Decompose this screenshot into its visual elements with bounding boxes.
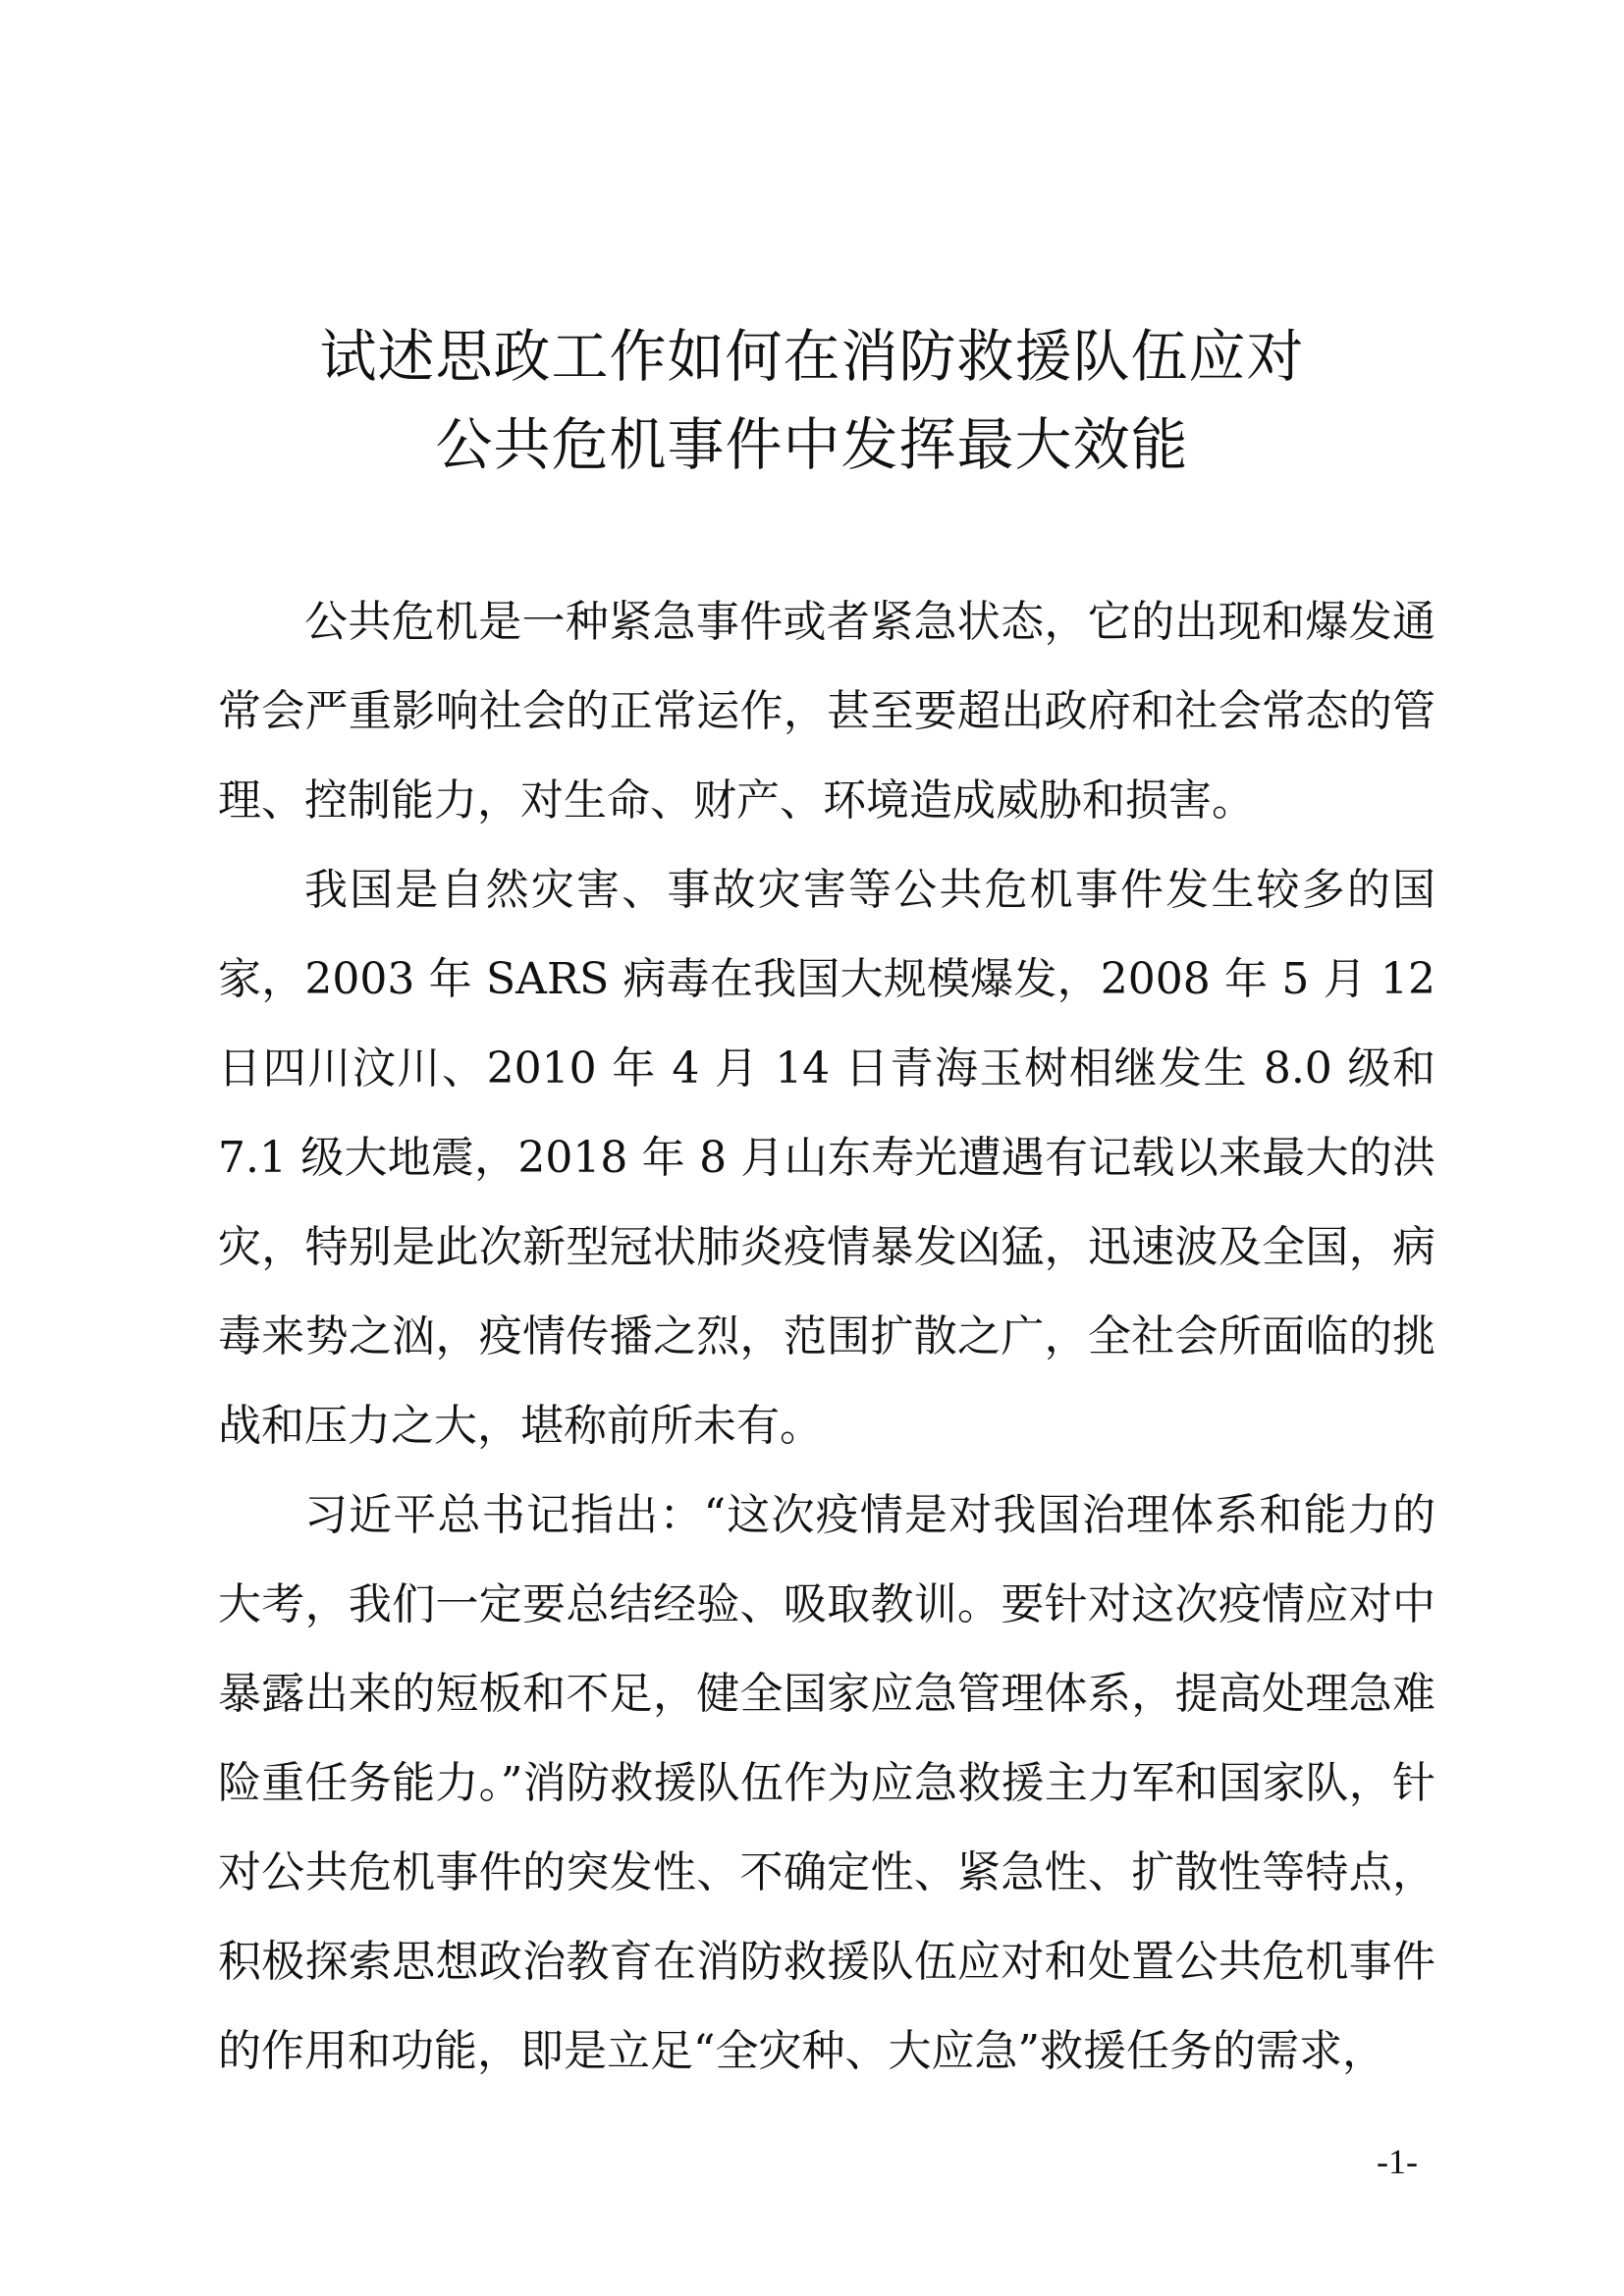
paragraph-xi-remarks: 习近平总书记指出：“这次疫情是对我国治理体系和能力的大考，我们一定要总结经验、吸取教训。要针对这次疫情应对中暴露出来的短板和不足，健全国家应急管理体系，提高处理急难险重任务能力。”消防救援队伍作为应急救援主力军和国家队，针对公共危机事件的突发性、不确定性、紧急性、扩散性等特点，积极探索思想政治教育在消防救援队伍应对和处置公共危机事件的作用和功能，即是立足“全灾种、大应急”救援任务的需求， bbox=[218, 1490, 1435, 2076]
title-line-2: 公共危机事件中发挥最大效能 bbox=[435, 411, 1189, 478]
page-number: -1- bbox=[1377, 2142, 1418, 2181]
title-line-1: 试述思政工作如何在消防救援队伍应对 bbox=[319, 323, 1305, 390]
document-body bbox=[218, 577, 1435, 2096]
document-title bbox=[0, 312, 1624, 489]
paragraph-disasters: 我国是自然灾害、事故灾害等公共危机事件发生较多的国家，2003 年 SARS 病毒在我国大规模爆发，2008 年 5 月 12 日四川汶川、2010 年 4 月 14 日青海玉树相继发生 8.0 级和 7.1 级大地震，2018 年 8 月山东寿光遭遇有记载以来最大的洪灾，特别是此次新型冠状肺炎疫情暴发凶猛，迅速波及全国，病毒来势之汹，疫情传播之烈，范围扩散之广，全社会所面临的挑战和压力之大，堪称前所未有。 bbox=[218, 865, 1435, 1451]
paragraph-public-crisis: 公共危机是一种紧急事件或者紧急状态，它的出现和爆发通常会严重影响社会的正常运作，甚至要超出政府和社会常态的管理、控制能力，对生命、财产、环境造成威胁和损害。 bbox=[218, 597, 1435, 826]
